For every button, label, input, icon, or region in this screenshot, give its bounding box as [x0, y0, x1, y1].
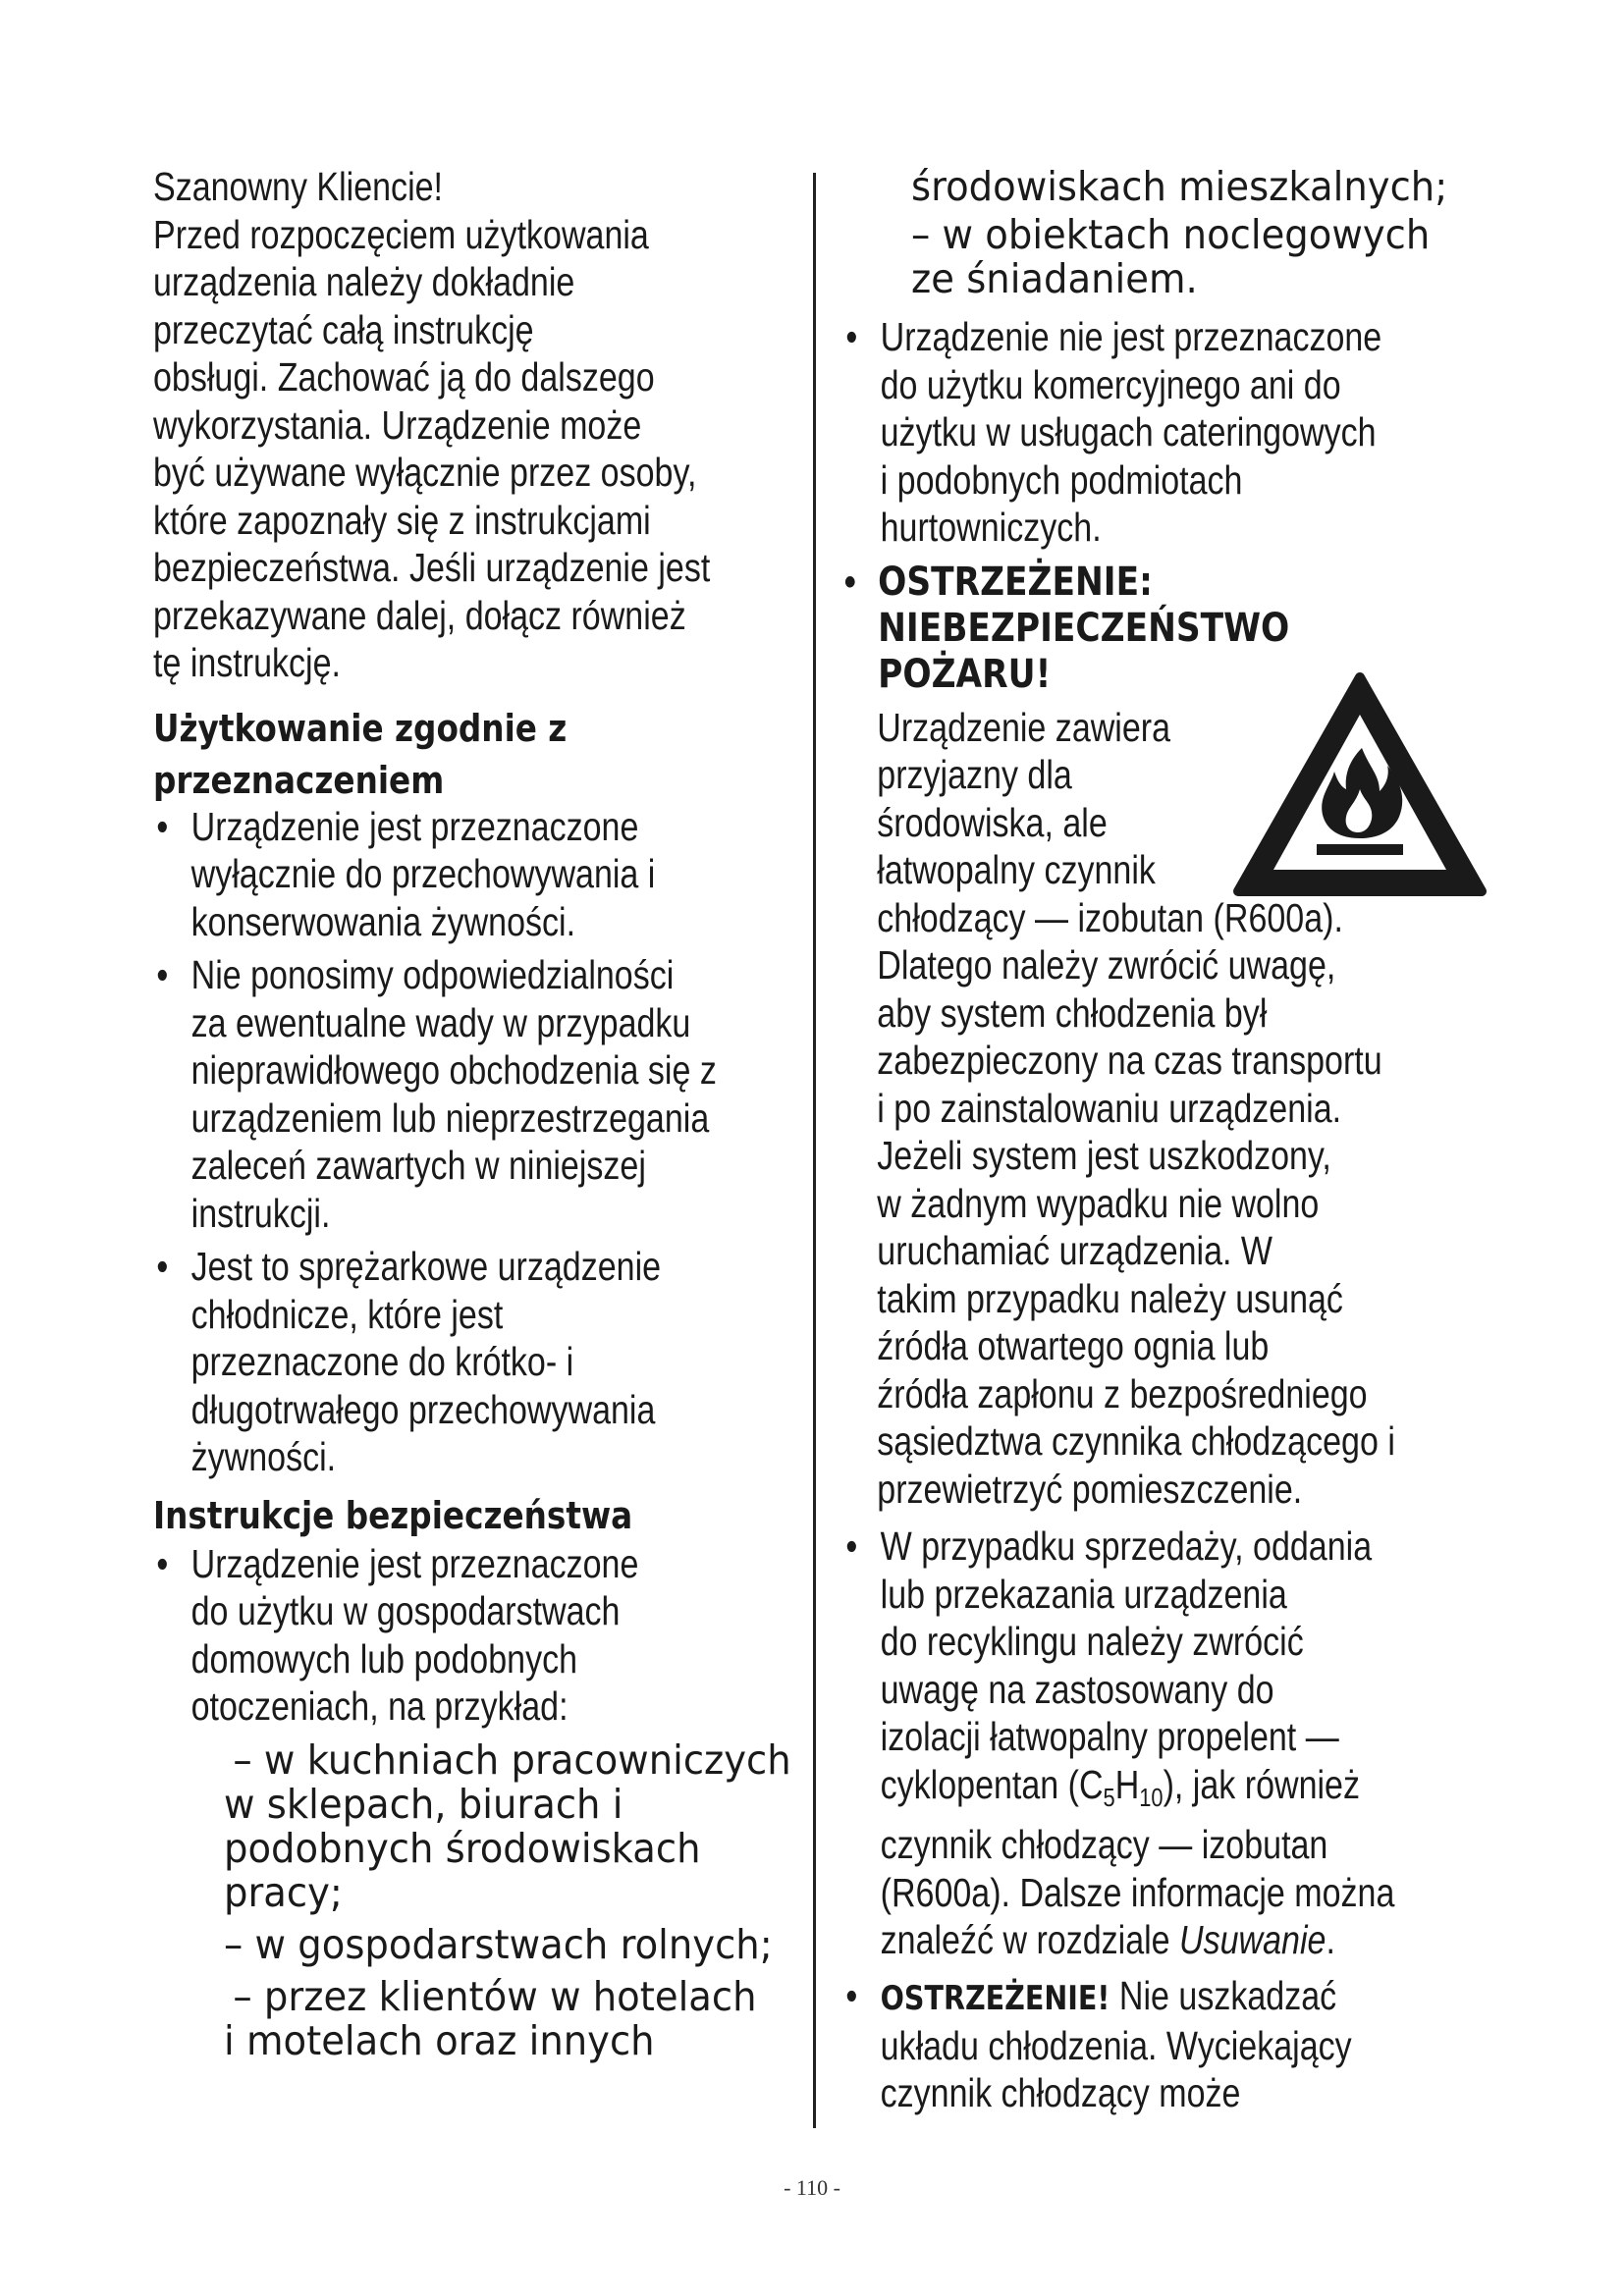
formula-line [881, 1761, 1490, 1822]
bullet-line: chłodnicze, które jest [190, 1291, 504, 1337]
intro-line: bezpieczeństwa. Jeśli urządzenie jest [153, 545, 711, 590]
formula-prefix: cyklopentan (C [880, 1761, 1104, 1807]
warning-line: w żadnym wypadku nie wolno [877, 1180, 1320, 1226]
section-reference: Usuwanie [1179, 1917, 1326, 1962]
bullet-line: wyłącznie do przechowywania i [190, 851, 656, 896]
left-column [153, 163, 801, 2063]
sub-line: podobnych środowiskach [224, 1824, 701, 1872]
intro-line: które zapoznały się z instrukcjami [153, 497, 651, 543]
greeting: Szanowny Kliencie! [153, 164, 444, 209]
bullet-line: • W przypadku sprzedaży, oddania [880, 1523, 1373, 1569]
bullet-line: układu chłodzenia. Wyciekający [880, 2022, 1352, 2068]
intro-block [153, 163, 801, 687]
heading-usage-2: przeznaczeniem [153, 758, 445, 802]
bullet-line: i podobnych podmiotach [880, 456, 1243, 503]
sub-item [911, 165, 1489, 209]
warning-title-line: POŻARU! [878, 651, 1052, 697]
page-number: - 110 - [784, 2175, 840, 2200]
intro-line: być używane wyłącznie przez osoby, [153, 450, 697, 495]
warning-line: środowiska, ale [877, 799, 1108, 845]
sub-item [224, 1972, 799, 2064]
warning-line: źródła otwartego ognia lub [877, 1323, 1270, 1368]
bullet-line: długotrwałego przechowywania [190, 1386, 656, 1432]
list-item [153, 1243, 801, 1481]
bullet-line: otoczeniach, na przykład: [190, 1683, 568, 1729]
final-warning-text: Nie uszkadzać [1110, 1972, 1337, 2018]
intro-line: przekazywane dalej, dołącz również [153, 592, 686, 638]
warning-line: Urządzenie zawiera [877, 704, 1171, 750]
warning-title-line: NIEBEZPIECZEŃSTWO [878, 605, 1290, 651]
reference-suffix: . [1326, 1917, 1335, 1962]
sub-line: ze śniadaniem. [911, 255, 1198, 302]
sub-item [911, 213, 1489, 301]
bullet-line: za ewentualne wady w przypadku [190, 999, 691, 1045]
warning-line: łatwopalny czynnik [877, 847, 1156, 892]
bullet-line: zaleceń zawartych w niniejszej [190, 1143, 646, 1188]
sub-line: i motelach oraz innych [224, 2016, 655, 2064]
bullet-line: • Nie ponosimy odpowiedzialności [190, 952, 675, 997]
bullet-line: nieprawidłowego obchodzenia się z [190, 1047, 717, 1093]
intro-line: urządzenia należy dokładnie [153, 259, 575, 304]
sub-line: – w kuchniach pracowniczych [233, 1735, 791, 1784]
bullet-line: instrukcji. [190, 1190, 331, 1236]
warning-line: Jeżeli system jest uszkodzony, [877, 1133, 1331, 1178]
bullet-line: użytku w usługach cateringowych [880, 409, 1377, 454]
recycling-list [842, 1522, 1490, 2117]
bullet-line: • Urządzenie nie jest przeznaczone [880, 314, 1382, 359]
bullet-line: przeznaczone do krótko- i [190, 1339, 574, 1384]
warning-line: uruchamiać urządzenia. W [877, 1228, 1273, 1273]
warning-line: źródła zapłonu z bezpośredniego [877, 1370, 1368, 1416]
final-warning-label: OSTRZEŻENIE! [880, 1978, 1110, 2018]
warning-line: przewietrzyć pomieszczenie. [877, 1466, 1303, 1512]
warning-line: aby system chłodzenia był [877, 989, 1268, 1036]
bullet-line: żywności. [190, 1434, 337, 1479]
safety-list [153, 1540, 801, 1731]
sub-item [224, 1735, 799, 1916]
warning-line: i po zainstalowaniu urządzenia. [877, 1085, 1342, 1131]
sub-line: środowiskach mieszkalnych; [911, 163, 1448, 210]
sub-list [153, 1735, 801, 2064]
reference-line [881, 1916, 1490, 1964]
intro-line: wykorzystania. Urządzenie może [153, 401, 642, 448]
bullet-line: • Urządzenie jest przeznaczone [190, 803, 639, 849]
intro-line: tę instrukcję. [153, 640, 341, 685]
warning-line: takim przypadku należy usunąć [877, 1275, 1343, 1321]
heading-safety: Instrukcje bezpieczeństwa [153, 1493, 633, 1537]
bullet-line: • Urządzenie jest przeznaczone [190, 1540, 639, 1586]
final-warning-line [881, 1972, 1490, 2022]
bullet-line: do użytku komercyjnego ani do [880, 361, 1341, 407]
column-divider [813, 173, 816, 2128]
sub-line: pracy; [224, 1868, 343, 1916]
sub-line: – w gospodarstwach rolnych; [224, 1920, 773, 1968]
right-list [842, 313, 1490, 552]
usage-list [153, 803, 801, 1481]
bullet-line: domowych lub podobnych [190, 1635, 578, 1682]
bullet-line: do recyklingu należy zwrócić [880, 1619, 1304, 1664]
bullet-line: czynnik chłodzący może [880, 2070, 1241, 2115]
bullet-line: • Jest to sprężarkowe urządzenie [190, 1244, 662, 1289]
list-item [842, 1972, 1490, 2117]
bullet-line: do użytku w gospodarstwach [190, 1588, 621, 1633]
list-item [153, 951, 801, 1237]
intro-line: Przed rozpoczęciem użytkowania [153, 211, 649, 257]
intro-line: obsługi. Zachować ją do dalszego [153, 354, 655, 400]
warning-line: Dlatego należy zwrócić uwagę, [877, 942, 1336, 988]
warning-line: zabezpieczony na czas transportu [877, 1038, 1382, 1083]
sub-line: – w obiektach noclegowych [911, 211, 1431, 258]
bullet-line: hurtowniczych. [880, 505, 1102, 550]
warning-line: sąsiedztwa czynnika chłodzącego i [877, 1418, 1395, 1464]
bullet-line: izolacji łatwopalny propelent — [880, 1714, 1339, 1759]
sub-line: – przez klientów w hotelach [233, 1972, 757, 2020]
list-item [153, 1540, 801, 1731]
continued-sub-list [842, 165, 1490, 301]
bullet-line: czynnik chłodzący — izobutan [880, 1822, 1328, 1867]
sub-item [224, 1920, 799, 1968]
flammable-warning-triangle-icon [1232, 669, 1488, 905]
formula-subscript: 5 [1103, 1782, 1115, 1812]
intro-line: przeczytać całą instrukcję [153, 306, 534, 352]
bullet-line: (R600a). Dalsze informacje można [880, 1869, 1395, 1915]
sub-line: w sklepach, biurach i [224, 1780, 623, 1828]
bullet-line: urządzeniem lub nieprzestrzegania [190, 1095, 710, 1141]
reference-prefix: znaleźć w rozdziale [880, 1917, 1180, 1962]
formula-subscript: 10 [1139, 1782, 1164, 1812]
warning-line: przyjazny dla [877, 752, 1072, 797]
right-column [842, 165, 1490, 2117]
bullet-line: konserwowania żywności. [190, 898, 576, 944]
list-item [842, 313, 1490, 552]
list-item [842, 1522, 1490, 1964]
heading-usage: Użytkowanie zgodnie z [153, 706, 568, 750]
formula-suffix: ), jak również [1163, 1761, 1360, 1807]
formula-element: H [1114, 1761, 1140, 1807]
fire-warning-title: • OSTRZEŻENIE: NIEBEZPIECZEŃSTWO POŻARU! [842, 560, 1525, 698]
warning-line: chłodzący — izobutan (R600a). [877, 894, 1343, 940]
bullet-line: uwagę na zastosowany do [880, 1666, 1274, 1712]
bullet-line: lub przekazania urządzenia [880, 1571, 1287, 1617]
warning-title-line: OSTRZEŻENIE: [878, 559, 1153, 605]
list-item [153, 803, 801, 946]
